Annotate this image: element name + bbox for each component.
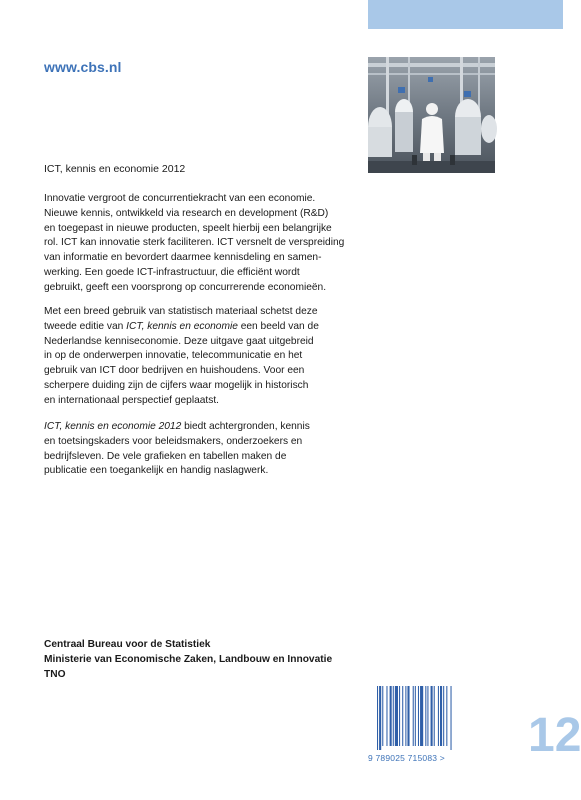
barcode-bar <box>382 686 383 746</box>
publisher-name: Centraal Bureau voor de Statistiek <box>44 639 211 650</box>
text-line: Met een breed gebruik van statistisch materiaal schetst deze <box>44 306 318 317</box>
barcode-bar <box>393 686 394 746</box>
barcode-bar <box>379 686 381 750</box>
barcode-bar <box>402 686 403 746</box>
barcode-bar <box>407 686 409 746</box>
publisher-name: Ministerie van Economische Zaken, Landbouw en Innovatie <box>44 653 333 665</box>
factory-worker-photo <box>368 57 495 173</box>
text-line: Nederlandse kenniseconomie. Deze uitgave gaat uitgebreid <box>44 335 314 347</box>
barcode-bar <box>420 686 423 746</box>
barcode-bar <box>438 686 439 746</box>
top-color-band <box>368 0 563 29</box>
barcode-bar <box>425 686 426 746</box>
barcode-bar <box>405 686 406 746</box>
barcode-bar <box>434 686 435 746</box>
barcode-bar <box>415 686 416 746</box>
spine-number: 12 <box>528 709 581 762</box>
text-line: bedrijfsleven. De vele grafieken en tabellen maken de <box>44 450 287 462</box>
italic-book-title: ICT, kennis en economie <box>126 320 238 332</box>
text-line: gebruik van ICT door bedrijven en huishoudens. Voor een <box>44 365 305 377</box>
barcode-bar <box>413 686 414 746</box>
barcode-bar <box>440 686 442 746</box>
paragraph-innovatie <box>44 192 364 296</box>
barcode-bar <box>399 686 400 746</box>
text-run: een beeld van de <box>237 320 319 332</box>
barcode-bar <box>377 686 378 750</box>
italic-book-title: ICT, kennis en economie 2012 <box>44 421 182 432</box>
text-run: biedt achtergronden, kennis <box>181 421 310 432</box>
barcode-bar <box>386 686 387 746</box>
text-run: tweede editie van <box>44 320 127 332</box>
paragraph-achtergronden <box>44 420 364 479</box>
text-line: van informatie en bevordert daarmee kennisdeling en samen- <box>44 252 322 264</box>
text-line: Innovatie vergroot de concurrentiekracht van een economie. <box>44 193 316 204</box>
barcode-bar <box>418 686 419 746</box>
text-line <box>44 420 364 435</box>
text-line: in op de onderwerpen innovatie, telecommunicatie en het <box>44 350 303 362</box>
publisher-name: TNO <box>44 668 66 680</box>
text-line <box>44 320 364 335</box>
barcode-bar <box>395 686 398 746</box>
text-line: publicatie een toegankelijk en handig naslagwerk. <box>44 465 269 477</box>
barcode-bars <box>377 686 473 750</box>
text-line: Nieuwe kennis, ontwikkeld via research en development (R&D) <box>44 207 329 219</box>
text-line: werking. Een goede ICT-infrastructuur, die efficiënt wordt <box>44 266 300 278</box>
text-line: en internationaal perspectief geplaatst. <box>44 394 220 406</box>
text-line: scherpere duiding zijn de cijfers waar mogelijk in historisch <box>44 379 309 391</box>
text-line: rol. ICT kan innovatie sterk faciliteren. ICT versnelt de verspreiding <box>44 237 345 249</box>
barcode-bar <box>427 686 428 746</box>
text-line: gebruikt, geeft een voorsprong op concurrerende economieën. <box>44 281 327 293</box>
publishers-block <box>44 638 332 682</box>
text-line: en toegepast in nieuwe producten, speelt hierbij een belangrijke <box>44 222 332 234</box>
barcode <box>368 686 478 768</box>
barcode-bar <box>390 686 392 746</box>
document-title: ICT, kennis en economie 2012 <box>44 163 186 175</box>
text-line: en toetsingskaders voor beleidsmakers, onderzoekers en <box>44 435 303 447</box>
barcode-bar <box>431 686 433 746</box>
barcode-bar <box>451 686 452 750</box>
isbn-number: 9 789025 715083 > <box>368 753 445 763</box>
paragraph-editie <box>44 305 364 409</box>
website-link[interactable]: www.cbs.nl <box>44 59 122 75</box>
barcode-bar <box>446 686 447 746</box>
barcode-bar <box>443 686 444 746</box>
